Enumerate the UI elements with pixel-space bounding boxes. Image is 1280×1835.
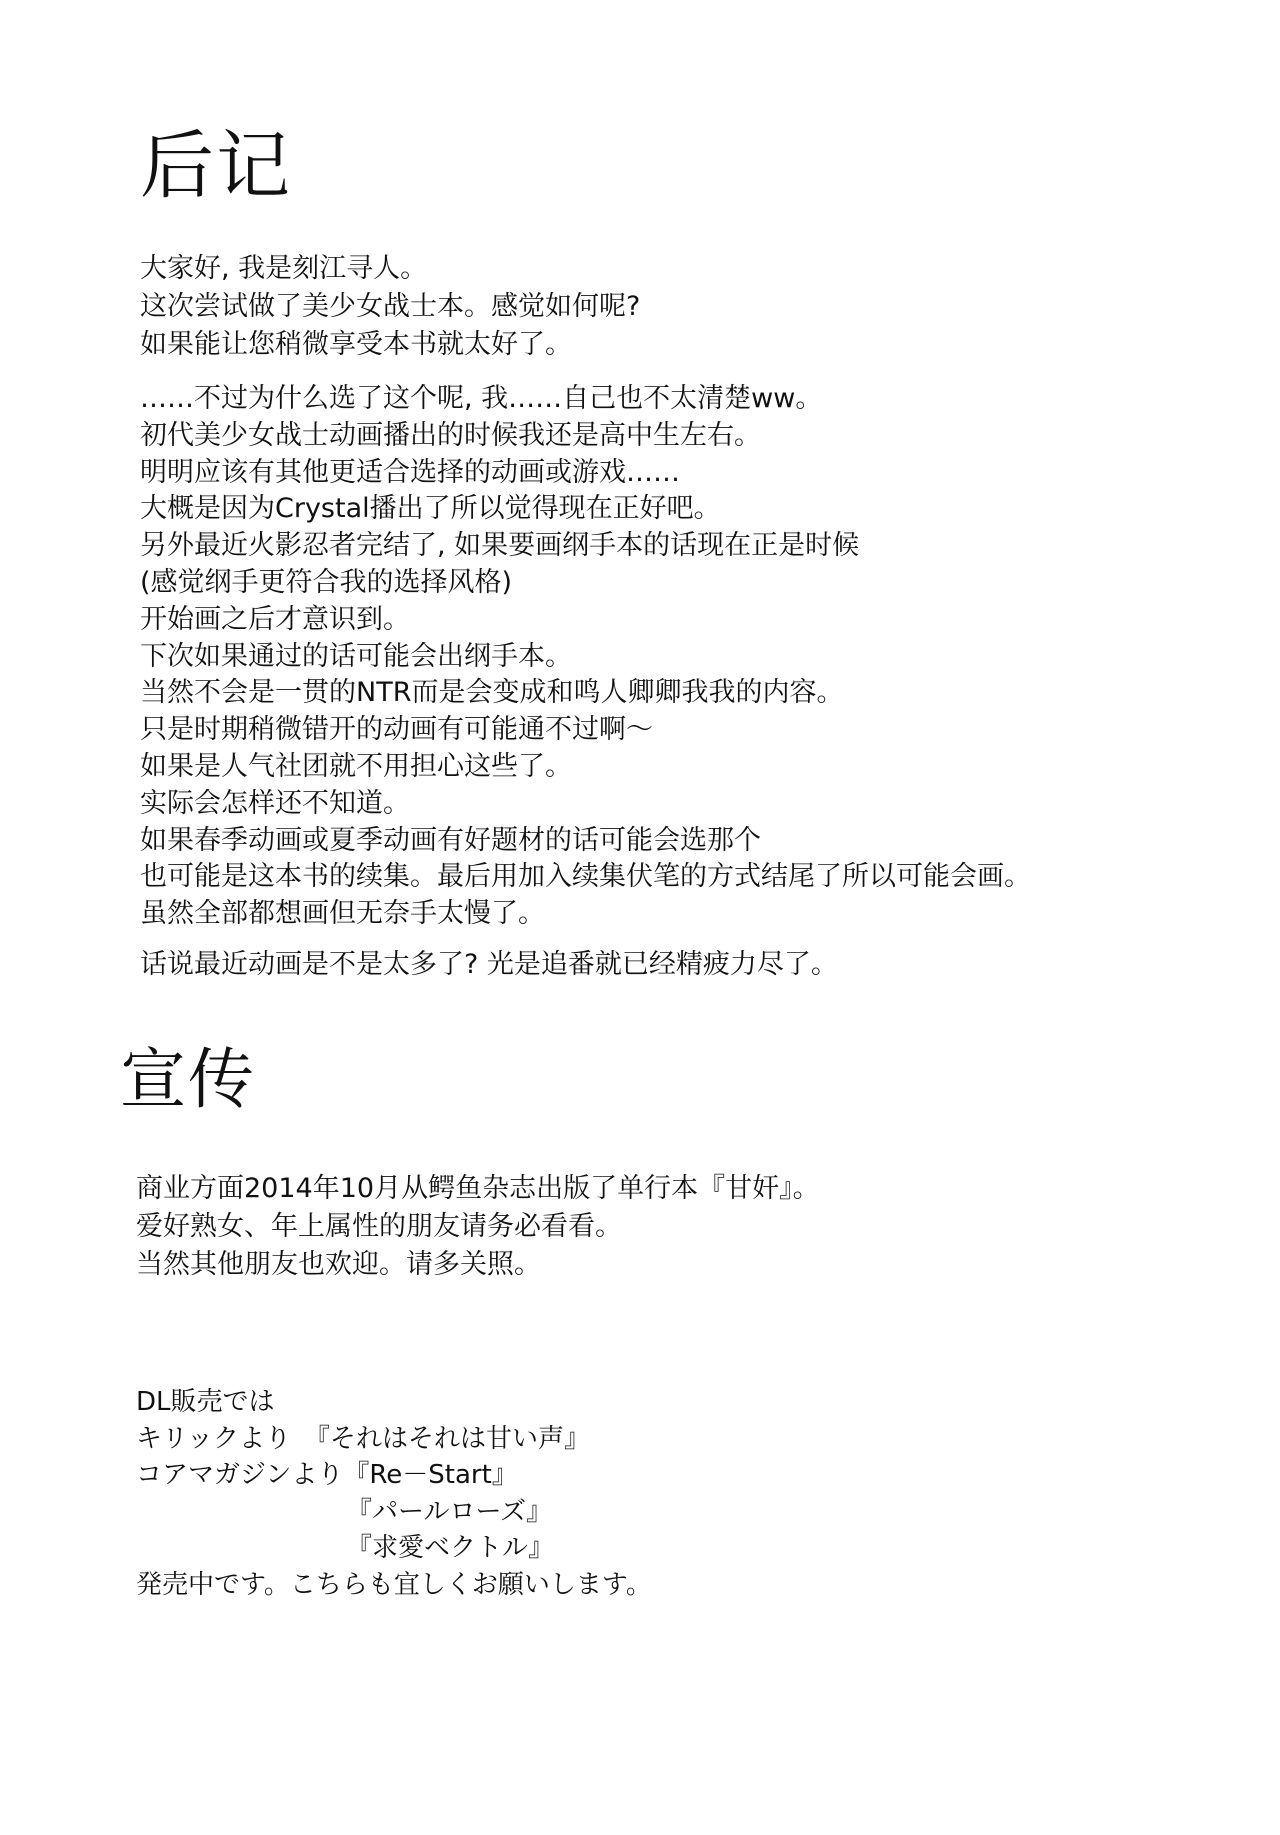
text-line: コアマガジンより『Re－Start』 [136, 1460, 518, 1490]
text-line: 如果春季动画或夏季动画有好题材的话可能会选那个 [140, 824, 761, 856]
text-line: ……不过为什么选了这个呢, 我……自己也不太清楚ww。 [140, 383, 823, 414]
text-line: DL販売では [136, 1387, 275, 1417]
promotion-dl-sales [136, 1384, 652, 1603]
text-line: 商业方面2014年10月从鳄鱼杂志出版了单行本『甘奸』。 [136, 1173, 820, 1204]
text-line: 大家好, 我是刻江寻人。 [140, 253, 428, 284]
text-line: 只是时期稍微错开的动画有可能通不过啊～ [140, 714, 653, 746]
text-line: 也可能是这本书的续集。最后用加入续集伏笔的方式结尾了所以可能会画。 [140, 861, 1031, 893]
text-line: キリックより 『それはそれは甘い声』 [136, 1423, 590, 1454]
text-line: 下次如果通过的话可能会出纲手本。 [140, 640, 572, 672]
text-line: 实际会怎样还不知道。 [140, 787, 410, 819]
text-line: 発売中です。こちらも宜しくお願いします。 [136, 1569, 652, 1600]
afterword-heading: 后记 [140, 123, 292, 209]
text-line: 当然其他朋友也欢迎。请多关照。 [136, 1249, 541, 1280]
text-line: 如果能让您稍微享受本书就太好了。 [140, 329, 572, 360]
text-line: 大概是因为Crystal播出了所以觉得现在正好吧。 [140, 493, 721, 525]
text-line: 初代美少女战士动画播出的时候我还是高中生左右。 [140, 419, 761, 451]
promotion-commercial [136, 1170, 820, 1284]
afterword-body [140, 381, 1031, 933]
text-line: 如果是人气社团就不用担心这些了。 [140, 750, 572, 782]
afterword-closing [140, 946, 838, 984]
text-line: 爱好熟女、年上属性的朋友请务必看看。 [136, 1211, 622, 1242]
text-line: 当然不会是一贯的NTR而是会变成和鸣人卿卿我我的内容。 [140, 677, 844, 709]
promotion-heading: 宣传 [120, 1041, 256, 1118]
text-line: 明明应该有其他更适合选择的动画或游戏…… [140, 456, 680, 488]
text-line: 开始画之后才意识到。 [140, 603, 410, 635]
text-line: 『求愛ベクトル』 [346, 1533, 555, 1563]
text-line: 虽然全部都想画但无奈手太慢了。 [140, 898, 545, 930]
text-line: 『パールローズ』 [346, 1496, 553, 1527]
text-line: 这次尝试做了美少女战士本。感觉如何呢? [140, 291, 641, 322]
afterword-greeting [140, 250, 640, 364]
text-line: (感觉纲手更符合我的选择风格) [140, 566, 513, 598]
text-line: 另外最近火影忍者完结了, 如果要画纲手本的话现在正是时候 [140, 530, 860, 562]
text-line: 话说最近动画是不是太多了? 光是追番就已经精疲力尽了。 [140, 949, 838, 980]
